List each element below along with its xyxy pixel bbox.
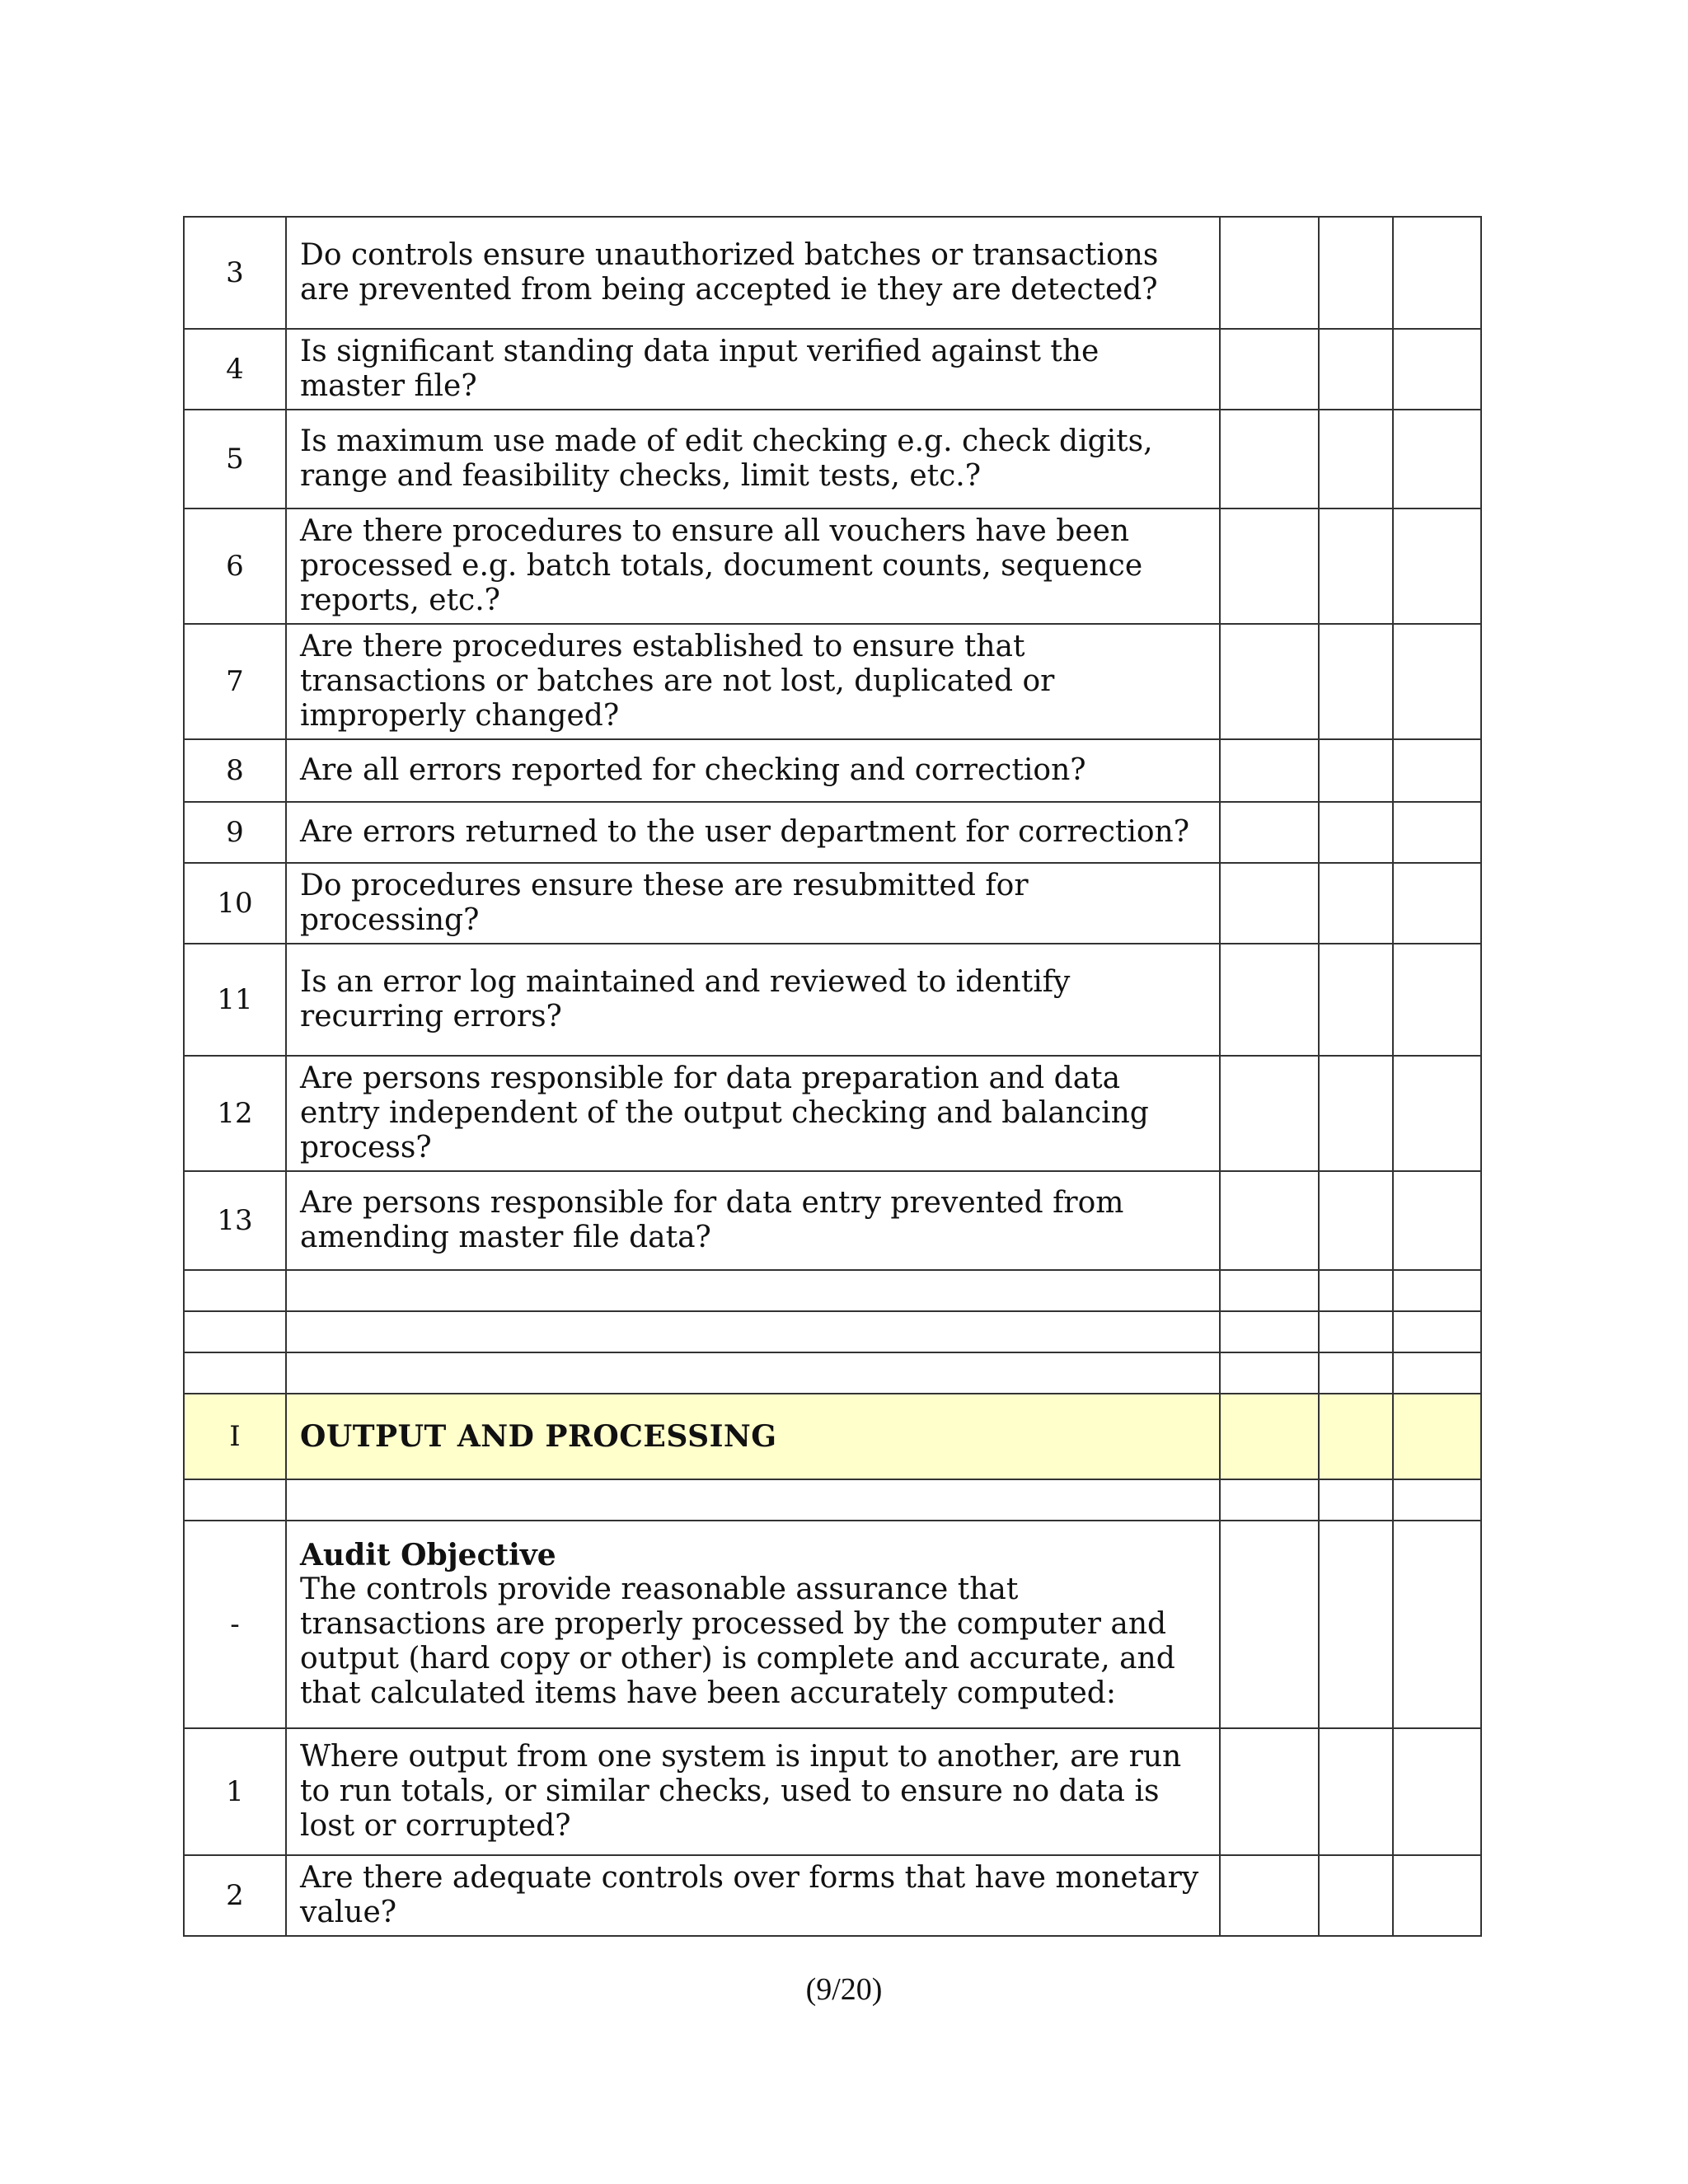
empty-row [184,1352,1481,1394]
row-number: 6 [184,509,286,624]
answer-cell[interactable] [1393,739,1481,802]
section-cell [1220,1394,1319,1479]
table-row [184,410,1481,509]
row-number: 9 [184,802,286,863]
answer-cell[interactable] [1319,217,1393,329]
answer-cell[interactable] [1220,802,1319,863]
table-row [184,863,1481,944]
audit-checklist-table [183,216,1482,1937]
row-number: 7 [184,624,286,739]
empty-cell [184,1270,286,1311]
empty-cell [184,1352,286,1394]
empty-cell [286,1352,1220,1394]
answer-cell[interactable] [1319,329,1393,410]
question-text: Are there procedures to ensure all vouchers have been processed e.g. batch totals, document counts, sequence reports, etc.? [286,509,1220,624]
question-text: Is significant standing data input verified against the master file? [286,329,1220,410]
objective-text: The controls provide reasonable assurance that transactions are properly processed by the computer and output (hard copy or other) is complete and accurate, and that calculated items have been accurately computed: [300,1572,1175,1710]
answer-cell[interactable] [1220,217,1319,329]
question-text: Are all errors reported for checking and correction? [286,739,1220,802]
section-letter: I [184,1394,286,1479]
answer-cell[interactable] [1319,1855,1393,1936]
empty-cell [1393,1270,1481,1311]
question-text: Is an error log maintained and reviewed to identify recurring errors? [286,944,1220,1056]
answer-cell[interactable] [1393,329,1481,410]
table-row [184,509,1481,624]
answer-cell[interactable] [1393,944,1481,1056]
answer-cell[interactable] [1393,217,1481,329]
empty-cell [1319,1479,1393,1521]
row-number: 1 [184,1728,286,1855]
objective-marker: - [184,1521,286,1728]
section-cell [1393,1394,1481,1479]
empty-cell [1393,1479,1481,1521]
empty-cell [184,1479,286,1521]
answer-cell [1220,1521,1319,1728]
answer-cell[interactable] [1319,624,1393,739]
table-row [184,624,1481,739]
answer-cell[interactable] [1220,1171,1319,1270]
table-row [184,1171,1481,1270]
answer-cell[interactable] [1319,1171,1393,1270]
objective-heading: Audit Objective [300,1538,556,1572]
answer-cell[interactable] [1220,1728,1319,1855]
answer-cell[interactable] [1319,1056,1393,1171]
table-row [184,802,1481,863]
empty-cell [184,1311,286,1352]
answer-cell[interactable] [1393,1855,1481,1936]
empty-cell [286,1479,1220,1521]
page-number: (9/20) [805,1972,883,2007]
empty-cell [1393,1352,1481,1394]
answer-cell[interactable] [1319,509,1393,624]
table-row [184,1855,1481,1936]
table-row [184,329,1481,410]
empty-cell [1220,1479,1319,1521]
answer-cell [1319,1521,1393,1728]
answer-cell[interactable] [1220,739,1319,802]
answer-cell[interactable] [1393,802,1481,863]
answer-cell[interactable] [1393,410,1481,509]
empty-row [184,1270,1481,1311]
audit-objective-row [184,1521,1481,1728]
answer-cell[interactable] [1220,410,1319,509]
question-text: Are persons responsible for data entry prevented from amending master file data? [286,1171,1220,1270]
answer-cell[interactable] [1220,1855,1319,1936]
answer-cell[interactable] [1319,1728,1393,1855]
answer-cell[interactable] [1393,1171,1481,1270]
answer-cell [1393,1521,1481,1728]
row-number: 12 [184,1056,286,1171]
section-title: OUTPUT AND PROCESSING [286,1394,1220,1479]
row-number: 11 [184,944,286,1056]
empty-cell [1319,1270,1393,1311]
question-text: Is maximum use made of edit checking e.g. check digits, range and feasibility checks, limit tests, etc.? [286,410,1220,509]
answer-cell[interactable] [1393,863,1481,944]
row-number: 2 [184,1855,286,1936]
answer-cell[interactable] [1319,944,1393,1056]
answer-cell[interactable] [1393,624,1481,739]
row-number: 8 [184,739,286,802]
row-number: 5 [184,410,286,509]
answer-cell[interactable] [1393,1056,1481,1171]
empty-row [184,1479,1481,1521]
row-number: 10 [184,863,286,944]
table-row [184,739,1481,802]
question-text: Do controls ensure unauthorized batches or transactions are prevented from being accepted ie they are detected? [286,217,1220,329]
empty-cell [1220,1311,1319,1352]
empty-cell [286,1311,1220,1352]
table-row [184,944,1481,1056]
answer-cell[interactable] [1220,509,1319,624]
answer-cell[interactable] [1220,1056,1319,1171]
table-row [184,1728,1481,1855]
answer-cell[interactable] [1220,329,1319,410]
question-text: Where output from one system is input to another, are run to run totals, or similar checks, used to ensure no data is lost or corrupted? [286,1728,1220,1855]
empty-cell [1393,1311,1481,1352]
answer-cell[interactable] [1393,1728,1481,1855]
empty-row [184,1311,1481,1352]
question-text: Do procedures ensure these are resubmitted for processing? [286,863,1220,944]
answer-cell[interactable] [1319,739,1393,802]
question-text: Are persons responsible for data preparation and data entry independent of the output checking and balancing process? [286,1056,1220,1171]
question-text: Are there procedures established to ensure that transactions or batches are not lost, duplicated or improperly changed? [286,624,1220,739]
table-row [184,1056,1481,1171]
answer-cell[interactable] [1220,863,1319,944]
answer-cell[interactable] [1319,410,1393,509]
row-number: 13 [184,1171,286,1270]
section-header-row [184,1394,1481,1479]
row-number: 3 [184,217,286,329]
section-cell [1319,1394,1393,1479]
answer-cell[interactable] [1220,944,1319,1056]
empty-cell [1220,1270,1319,1311]
empty-cell [1319,1311,1393,1352]
empty-cell [1220,1352,1319,1394]
empty-cell [1319,1352,1393,1394]
audit-objective [286,1521,1220,1728]
row-number: 4 [184,329,286,410]
question-text: Are errors returned to the user department for correction? [286,802,1220,863]
empty-cell [286,1270,1220,1311]
answer-cell[interactable] [1319,802,1393,863]
answer-cell[interactable] [1220,624,1319,739]
answer-cell[interactable] [1319,863,1393,944]
answer-cell[interactable] [1393,509,1481,624]
question-text: Are there adequate controls over forms that have monetary value? [286,1855,1220,1936]
table-row [184,217,1481,329]
